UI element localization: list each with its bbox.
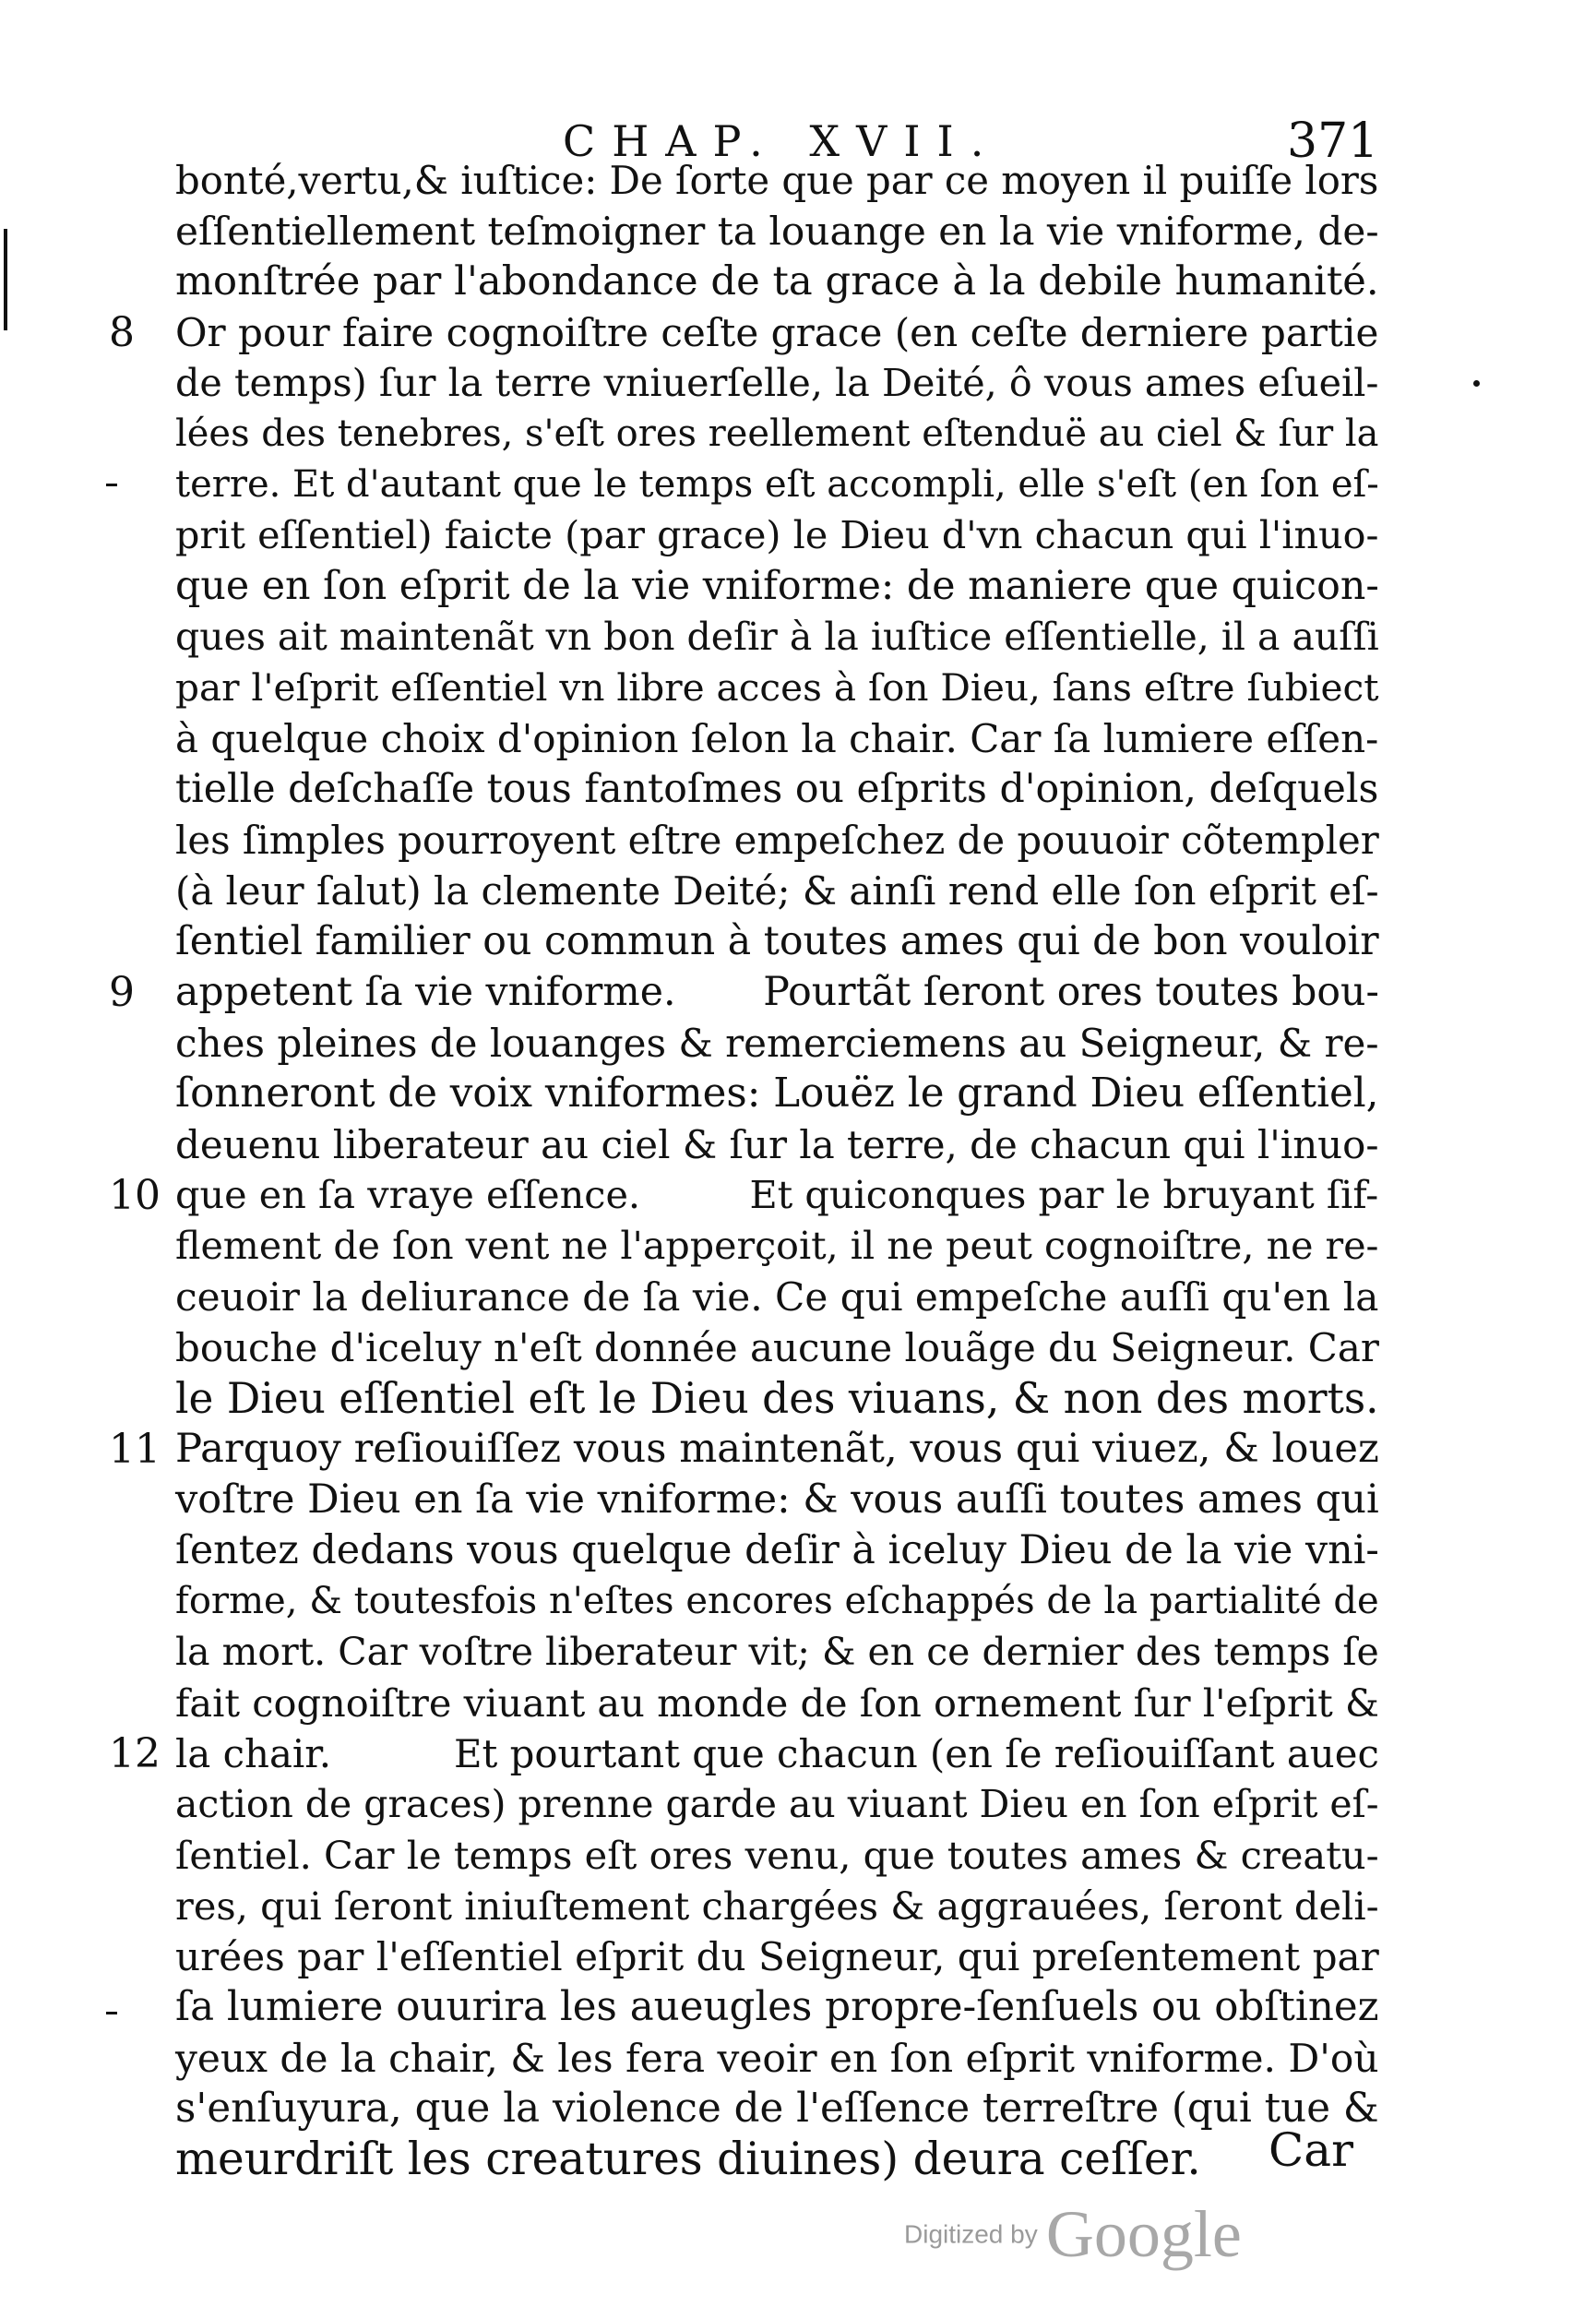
text-line bbox=[0, 1475, 1596, 1525]
text-line bbox=[0, 206, 1596, 257]
line-text: terre. Et d'autant que le temps eſt accompli, elle s'eſt (en ſon eſ- bbox=[175, 463, 1379, 506]
line-text: res, qui ſeront iniuſtement chargées & aggrauées, ſeront deli- bbox=[175, 1883, 1379, 1929]
line-text: ches pleines de louanges & remerciemens au Seigneur, & re- bbox=[175, 1021, 1379, 1066]
line-text: lées des tenebres, s'eſt ores reellement eſtenduë au ciel & ſur la bbox=[175, 412, 1379, 455]
line-text: de temps) ſur la terre vniuerſelle, la Deité, ô vous ames eſueil- bbox=[175, 361, 1379, 405]
line-text: meurdriſt les creatures diuines) deura ceſſer. bbox=[175, 2134, 1201, 2185]
verse-number: 12 bbox=[109, 1730, 161, 1777]
text-line bbox=[0, 2033, 1596, 2084]
text-line bbox=[0, 1779, 1596, 1830]
text-line bbox=[0, 561, 1596, 612]
text-line bbox=[0, 1931, 1596, 1982]
text-line bbox=[0, 2134, 1596, 2185]
line-text: que en ſon eſprit de la vie vniforme: de maniere que quicon- bbox=[175, 563, 1379, 609]
text-line bbox=[0, 713, 1596, 764]
text-line bbox=[0, 409, 1596, 460]
text-line bbox=[0, 815, 1596, 866]
text-line bbox=[0, 1322, 1596, 1373]
line-text: que en ſa vraye eſſence. Et quiconques par le bruyant ſif- bbox=[175, 1173, 1379, 1217]
text-line bbox=[0, 358, 1596, 409]
text-line bbox=[0, 1424, 1596, 1475]
line-text: ſentiel. Car le temps eſt ores venu, que toutes ames & creatu- bbox=[175, 1833, 1379, 1878]
line-text: à quelque choix d'opinion ſelon la chair. Car ſa lumiere eſſen- bbox=[175, 716, 1379, 761]
text-line bbox=[0, 612, 1596, 663]
line-text: la chair. Et pourtant que chacun (en ſe reſiouiſſant auec bbox=[175, 1731, 1379, 1776]
text-line bbox=[0, 866, 1596, 916]
line-text: ceuoir la deliurance de ſa vie. Ce qui empeſche auſſi qu'en la bbox=[175, 1274, 1379, 1320]
line-text: ques ait maintenãt vn bon deſir à la iuſtice eſſentielle, il a auſſi bbox=[175, 615, 1379, 659]
text-line bbox=[0, 1982, 1596, 2033]
running-head: CHAP. XVII. bbox=[563, 116, 1001, 166]
text-line bbox=[0, 1728, 1596, 1779]
line-text: ſentiel familier ou commun à toutes ames qui de bon vouloir bbox=[175, 918, 1379, 964]
line-text: prit eſſentiel) faicte (par grace) le Dieu d'vn chacun qui l'inuo- bbox=[175, 513, 1379, 557]
verse-number: 10 bbox=[109, 1172, 161, 1219]
line-text: (à leur ſalut) la clemente Deité; & ainſi rend elle ſon eſprit eſ- bbox=[175, 868, 1379, 914]
line-text: action de graces) prenne garde au viuant Dieu en ſon eſprit eſ- bbox=[175, 1782, 1379, 1826]
line-text: eſſentiellement teſmoigner ta louange en la vie vniforme, de- bbox=[175, 209, 1379, 254]
text-line bbox=[0, 1018, 1596, 1069]
text-line bbox=[0, 1272, 1596, 1322]
page-number: 371 bbox=[1287, 114, 1379, 169]
verse-number: 8 bbox=[109, 309, 135, 356]
text-line bbox=[0, 1069, 1596, 1119]
line-text: flement de ſon vent ne l'apperçoit, il ne peut cognoiſtre, ne re- bbox=[175, 1224, 1379, 1268]
line-text: par l'eſprit eſſentiel vn libre acces à ſon Dieu, ſans eſtre ſubiect bbox=[175, 665, 1379, 710]
text-line bbox=[0, 1881, 1596, 1931]
line-text: tielle deſchaſſe tous fantoſmes ou eſprits d'opinion, deſquels bbox=[175, 766, 1379, 812]
line-text: bonté,vertu,& iuſtice: De ſorte que par ce moyen il puiſſe lors bbox=[175, 158, 1379, 203]
text-line bbox=[0, 155, 1596, 206]
verse-number: 9 bbox=[109, 969, 135, 1016]
text-line bbox=[0, 1221, 1596, 1272]
text-line bbox=[0, 460, 1596, 510]
text-line bbox=[0, 916, 1596, 967]
line-text: voſtre Dieu en ſa vie vniforme: & vous auſſi toutes ames qui bbox=[175, 1476, 1379, 1523]
text-line bbox=[0, 307, 1596, 358]
line-text: yeux de la chair, & les fera veoir en ſon eſprit vniforme. D'où bbox=[175, 2036, 1379, 2081]
text-line bbox=[0, 510, 1596, 561]
line-text: monſtrée par l'abondance de ta grace à la debile humanité. bbox=[175, 258, 1379, 305]
line-text: les ſimples pourroyent eſtre empeſchez de pouuoir cõtempler bbox=[175, 818, 1379, 863]
line-text: forme, & toutesfois n'eſtes encores eſchappés de la partialité de bbox=[175, 1580, 1379, 1622]
digitized-label: Digitized by bbox=[904, 2219, 1038, 2249]
body-text bbox=[0, 155, 1596, 2185]
text-line bbox=[0, 663, 1596, 713]
line-text: la mort. Car voſtre liberateur vit; & en ce dernier des temps ſe bbox=[175, 1630, 1379, 1674]
text-line bbox=[0, 1170, 1596, 1221]
text-line bbox=[0, 1830, 1596, 1881]
digitized-by-google-watermark bbox=[904, 2196, 1242, 2270]
line-text: s'enſuyura, que la violence de l'eſſence terreſtre (qui tue & bbox=[175, 2086, 1379, 2132]
line-text: bouche d'iceluy n'eſt donnée aucune louãge du Seigneur. Car bbox=[175, 1325, 1379, 1370]
verse-number: 11 bbox=[109, 1426, 161, 1473]
line-text: le Dieu eſſentiel eſt le Dieu des viuans, & non des morts. bbox=[175, 1374, 1379, 1423]
line-text: fait cognoiſtre viuant au monde de ſon ornement ſur l'eſprit & bbox=[175, 1680, 1379, 1726]
text-line bbox=[0, 1525, 1596, 1576]
text-line bbox=[0, 967, 1596, 1018]
line-text: Or pour faire cognoiſtre ceſte grace (en ceſte derniere partie bbox=[175, 310, 1379, 355]
text-line bbox=[0, 1627, 1596, 1678]
text-line bbox=[0, 1576, 1596, 1627]
text-line bbox=[0, 764, 1596, 815]
line-text: urées par l'eſſentiel eſprit du Seigneur, qui preſentement par bbox=[175, 1934, 1379, 1979]
line-text: ſentez dedans vous quelque deſir à iceluy Dieu de la vie vni- bbox=[175, 1527, 1379, 1573]
text-line bbox=[0, 257, 1596, 307]
line-text: appetent ſa vie vniforme. Pourtãt ſeront ores toutes bou- bbox=[175, 969, 1379, 1015]
text-line bbox=[0, 1119, 1596, 1170]
google-logo: Google bbox=[1045, 2197, 1242, 2271]
catchword: Car bbox=[1268, 2123, 1353, 2177]
line-text: ſonneront de voix vniformes: Louëz le grand Dieu eſſentiel, bbox=[175, 1070, 1379, 1117]
line-text: deuenu liberateur au ciel & ſur la terre, de chacun qui l'inuo- bbox=[175, 1122, 1379, 1167]
line-text: ſa lumiere ouurira les aueugles propre-ſenſuels ou obſtinez bbox=[175, 1984, 1379, 2030]
line-text: Parquoy reſiouiſſez vous maintenãt, vous qui viuez, & louez bbox=[175, 1426, 1379, 1472]
text-line bbox=[0, 1373, 1596, 1424]
text-line bbox=[0, 2084, 1596, 2134]
text-line bbox=[0, 1678, 1596, 1728]
